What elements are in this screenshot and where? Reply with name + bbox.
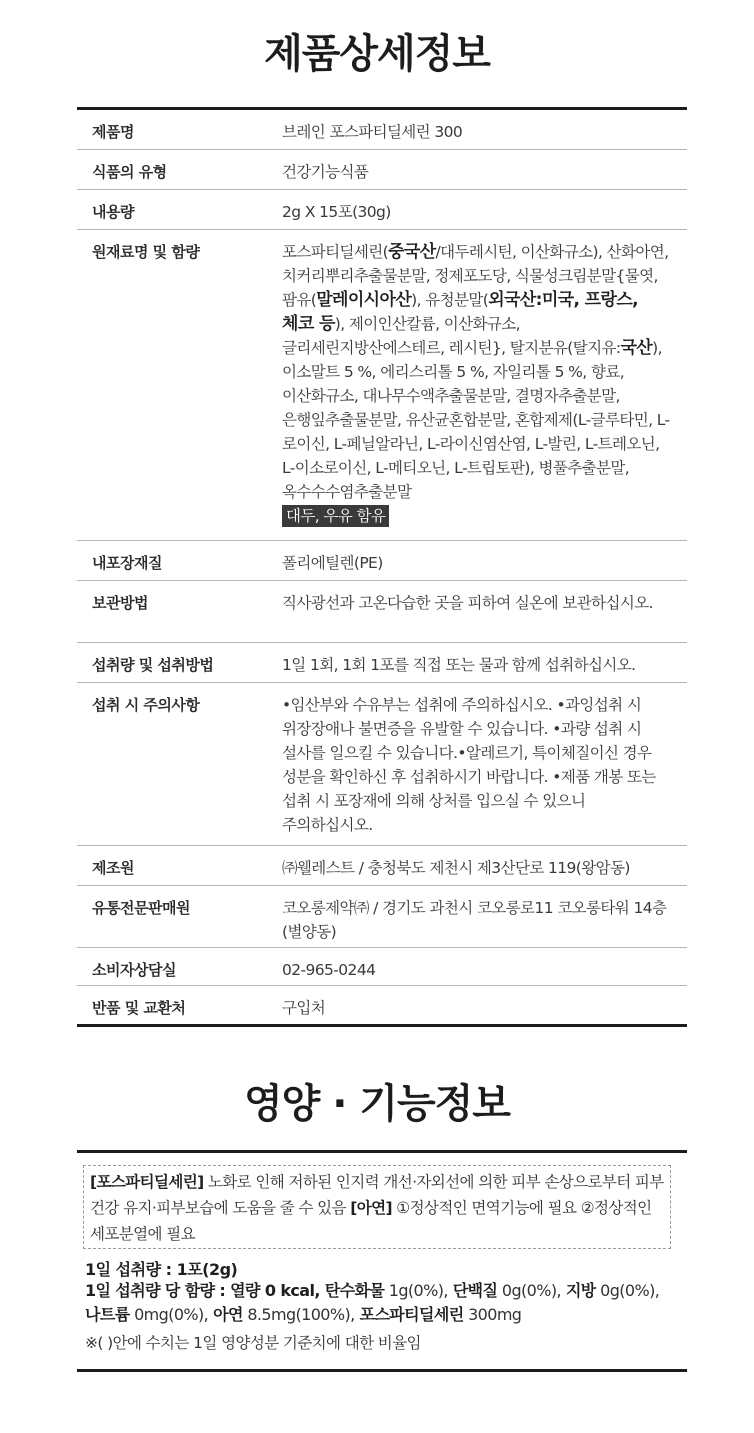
page-title-nutrition: 영양 · 기능정보 — [244, 1081, 510, 1127]
product-detail-table — [77, 107, 687, 1027]
row-value: ㈜웰레스트 / 충청북도 제천시 제3산단로 119(왕암동) — [282, 859, 630, 877]
row-value: 직사광선과 고온다습한 곳을 피하여 실온에 보관하십시오. — [282, 594, 653, 612]
table-row — [77, 189, 687, 229]
table-row — [77, 540, 687, 580]
allergen-badge: 대두, 우유 함유 — [282, 505, 389, 527]
row-label: 섭취량 및 섭취방법 — [92, 656, 214, 674]
table-row — [77, 580, 687, 642]
row-value: 폴리에틸렌(PE) — [282, 554, 383, 572]
table-row — [77, 682, 687, 845]
row-value: 구입처 — [282, 999, 326, 1017]
row-value: •임산부와 수유부는 섭취에 주의하십시오. •과잉섭취 시 위장장애나 불면증을 유발할 수 있습니다. •과량 섭취 시 설사를 일으킬 수 있습니다.•알레르기, 특이체질이신 경우 성분을 확인하신 후 섭취하시기 바랍니다. •제품 개봉 또는 섭취 시 포장재에 의해 상처를 입으실 수 있으니 주의하십시오. — [282, 696, 656, 834]
reference-note: ※( )안에 수치는 1일 영양성분 기준치에 대한 비율임 — [85, 1334, 421, 1352]
table-row — [77, 845, 687, 885]
page-title-product-detail: 제품상세정보 — [264, 31, 490, 77]
row-label: 제조원 — [92, 859, 134, 877]
table-row — [77, 947, 687, 985]
row-value: 코오롱제약㈜ / 경기도 과천시 코오롱로11 코오롱타워 14층(별양동) — [282, 899, 667, 941]
row-label: 섭취 시 주의사항 — [92, 696, 200, 714]
row-label: 유통전문판매원 — [92, 899, 190, 917]
nutrition-content: 1일 섭취량 당 함량 : 열량 0 kcal, 탄수화물 1g(0%), 단백질 0g(0%), 지방 0g(0%), 나트륨 0mg(0%), 아연 8.5mg(100%), 포스파티딜세린 300mg — [85, 1281, 660, 1324]
function-info-box: [포스파티딜세린] 노화로 인해 저하된 인지력 개선·자외선에 의한 피부 손상으로부터 피부 건강 유지·피부보습에 도움을 줄 수 있음 [아연] ①정상적인 면역기능에 필요 ②정상적인 세포분열에 필요 — [83, 1165, 671, 1249]
row-value: 02-965-0244 — [282, 961, 376, 979]
row-label: 내용량 — [92, 203, 134, 221]
row-value: 브레인 포스파티딜세린 300 — [282, 123, 463, 141]
row-label: 내포장재질 — [92, 554, 162, 572]
row-label: 보관방법 — [92, 594, 148, 612]
table-row — [77, 642, 687, 682]
ingredients-value: 포스파티딜세린(중국산/대두레시틴, 이산화규소), 산화아연, 치커리뿌리추출물분말, 정제포도당, 식물성크림분말{물엿, 팜유(말레이시아산), 유청분말(외국산:미국, 프랑스, 체코 등), 제이인산칼륨, 이산화규소, 글리세린지방산에스테르, 레시틴}, 탈지분유(탈지유:국산), 이소말트 5 %, 에리스리톨 5 %, 자일리톨 5 %, 향료, 이산화규소, 대나무수액추출물분말, 결명자추출분말, 은행잎추출물분말, 유산균혼합분말, 혼합제제(L-글루타민, L-로이신, L-페닐알라닌, L-라이신염산염, L-발린, L-트레오닌, L-이소로이신, L-메티오닌, L-트립토판), 병풀추출분말, 옥수수수염추출분말 대두, 우유 함유 — [282, 242, 670, 525]
row-value: 건강기능식품 — [282, 163, 369, 181]
table-row — [77, 229, 687, 540]
row-label: 식품의 유형 — [92, 163, 167, 181]
table-row — [77, 149, 687, 189]
row-label: 제품명 — [92, 123, 134, 141]
row-label: 반품 및 교환처 — [92, 999, 186, 1017]
row-value: 2g X 15포(30g) — [282, 203, 391, 221]
table-row — [77, 110, 687, 149]
row-value: 1일 1회, 1회 1포를 직접 또는 물과 함께 섭취하십시오. — [282, 656, 636, 674]
daily-serving: 1일 섭취량 : 1포(2g) — [85, 1260, 238, 1279]
table-row — [77, 885, 687, 947]
row-label: 소비자상담실 — [92, 961, 176, 979]
nutrition-section — [77, 1150, 687, 1372]
table-row — [77, 985, 687, 1024]
row-label: 원재료명 및 함량 — [92, 243, 200, 261]
